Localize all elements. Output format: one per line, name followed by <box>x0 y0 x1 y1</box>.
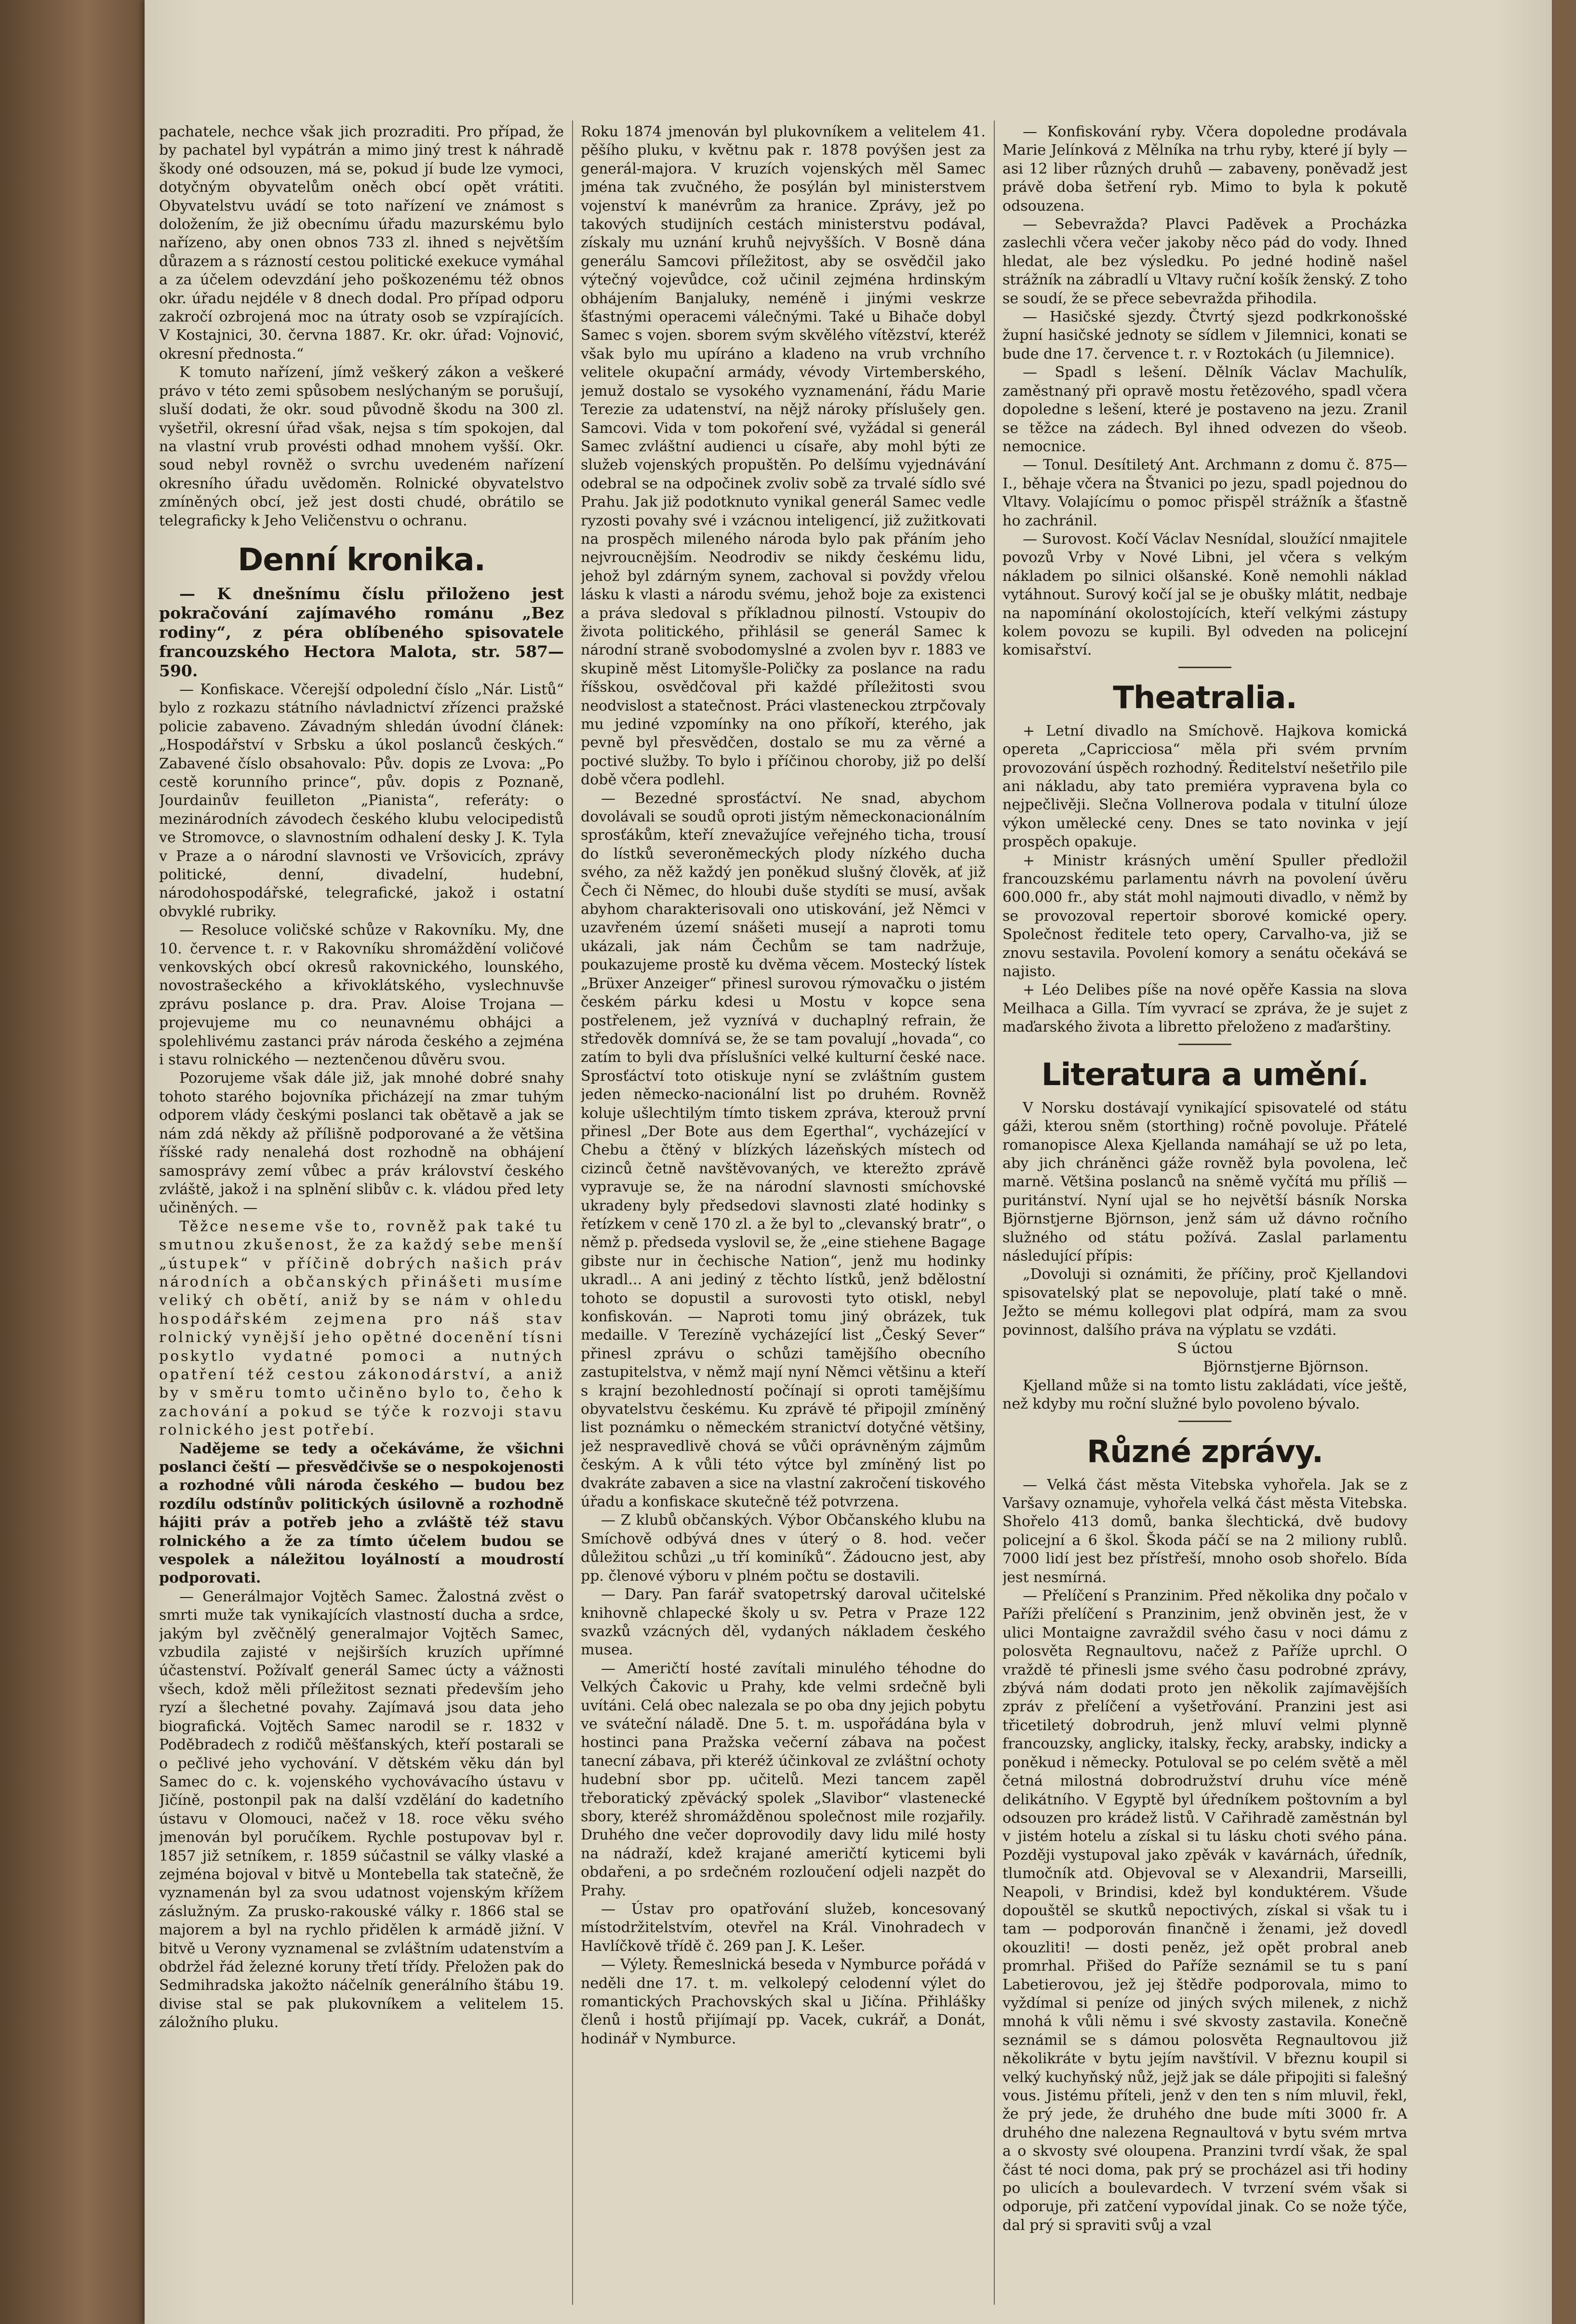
quoted-letter: „Dovoluji si oznámiti, že příčiny, proč Kjellandovi spisovatelský plat se nepovoluje, platí také o mně. Ježto se mému kollegovi plat odpírá, mam za svou povinnost, dalšího práva na výplatu se vzdáti. <box>1002 1266 1407 1339</box>
column-middle <box>581 123 986 2312</box>
separator-rule <box>1178 1044 1231 1045</box>
article-paragraph: Pozorujeme však dále již, jak mnohé dobré snahy tohoto starého bojovníka přicházejí na zmar tuhým odporem vlády českými poslanci tak obětavě a jak se nám zdá někdy až přílišně podporované a že většina říšské rady nenalehá dost rozhodně na obhájení samosprávy zemí vůbec a práv království českého zvláště, jakož i na splnění slibův c. k. vládou před lety učiněných. — <box>159 1070 564 1217</box>
news-item-spadl: — Spadl s lešení. Dělník Václav Machulík, zaměstnaný při opravě mostu řetězového, spadl včera dopoledne s lešení, které je postaveno na jezu. Zranil se těžce na zádech. Byl ihned odvezen do všeob. nemocnice. <box>1002 364 1407 455</box>
news-item-hasici: — Hasičské sjezdy. Čtvrtý sjezd podkrkonošské župní hasičské jednoty se sídlem v Jilemnici, konati se bude dne 17. července t. r. v Roztokách (u Jilemnice). <box>1002 309 1407 363</box>
article-paragraph: K tomuto nařízení, jímž veškerý zákon a veškeré právo v této zemi spůsobem neslýchaným se porušují, sluší dodati, že okr. soud původně škodu na 300 zl. vyšetřil, okresní úřad však, nejsa s tím spokojen, dal na vlastní vrub provésti odhad mnohem vyšší. Okr. soud nebyl rovněž o svrchu uvedeném nařízení okresního úřadu uvědoměn. Rolnické obyvatelstvo zmíněných obcí, jež jest dosti chudé, obrátilo se telegraficky k Jeho Veličenstvu o ochranu. <box>159 364 564 529</box>
article-paragraph: pachatele, nechce však jich prozraditi. Pro případ, že by pachatel byl vypátrán a mimo jiný trest k náhradě škody oné odsouzen, má se, pokud jí bude lze vymoci, dotyčným obyvatelům oněch obcí opět vrátiti. Obyvatelstvu uvádí se toto nařízení ve známost s doložením, že již obecnímu úřadu mazurskému bylo nařízeno, aby onen obnos 733 zl. ihned s největším důrazem a s rázností cestou politické exekuce vymáhal a za účelem odevzdání jeho poškozenému též obnos okr. úřadu nejdéle v 8 dnech dodal. Pro případ odporu zakročí ozbrojená moc na útraty osob se vzpírajících. V Kostajnici, 30. června 1887. Kr. okr. úřad: Vojnović, okresní přednosta.“ <box>159 123 564 363</box>
news-item-konfiskace: — Konfiskace. Včerejší odpolední číslo „Nár. Listů“ bylo z rozkazu státního návladnictví zřízenci pražské policie zabaveno. Závadným shledán úvodní článek: „Hospodářství v Srbsku a úkol poslanců českých.“ Zabavené číslo obsahovalo: Pův. dopis ze Lvova: „Po cestě korunního prince“, pův. dopis z Poznaně, Jourdainův feuilleton „Pianista“, referáty: o mezinárodních závodech českého klubu velocipedistů ve Stromovce, o slavnostním odhalení desky J. K. Tyla v Praze a o národní slavnosti ve Vršovicích, zprávy politické, denní, divadelní, hudební, národohospodářské, telegrafické, jakož i ostatní obvyklé rubriky. <box>159 681 564 920</box>
article-paragraph: Kjelland může si na tomto listu zakládati, více ještě, než kdyby mu roční služné bylo povoleno bývalo. <box>1002 1377 1407 1413</box>
news-item-resoluce: — Resoluce voličské schůze v Rakovníku. My, dne 10. července t. r. v Rakovníku shromáždění voličové venkovských obcí okresů rakovnického, lounského, novostrašeckého a křivoklátského, vyslechnuvše zprávu poslance p. dra. Prav. Aloise Trojana — projevujeme mu co neunavnému obhájci a spolehlivému zastanci práv národa českého a zejména i stavu rolnického — neztenčenou důvěru svou. <box>159 922 564 1069</box>
section-heading-denni-kronika: Denní kronika. <box>238 542 485 578</box>
separator-rule <box>1178 1421 1231 1422</box>
column-rule <box>572 121 573 2305</box>
news-item-delibes: + Léo Delibes píše na nové opěře Kassia na slova Meilhaca a Gilla. Tím vyvrací se zpráva, že je sujet z maďarského života a libretto přeloženo z maďarštiny. <box>1002 981 1407 1036</box>
news-item-vitebsk: — Velká část města Vitebska vyhořela. Jak se z Varšavy oznamuje, vyhořela velká část města Vitebska. Shořelo 413 domů, banka šlechtická, dvě budovy policejní a 6 škol. Škoda páčí se na 2 miliony rublů. 7000 lidí jest bez přístřeší, mnoho osob shořelo. Bída jest nesmírná. <box>1002 1476 1407 1586</box>
news-item-tonul: — Tonul. Desítiletý Ant. Archmann z domu č. 875—I., běhaje včera na Štvanici po jezu, spadl pojednou do Vltavy. Volajícímu o pomoc přispěl strážník a šťastně ho zachránil. <box>1002 457 1407 529</box>
article-paragraph-spaced: Těžce neseme vše to, rovněž pak také tu smutnou zkušenost, že za každý sebe menší „ústupek“ v příčině dobrých našich práv národních a občanských přinášeti musíme veliký ch obětí, aniž by se nám v ohledu hospodářském zejmena pro náš stav rolnický vynější jeho opětné docenění tísni poskytlo vydatné pomoci a nutných opatření též cestou zákonodárství, a aniž by v směru tomto učiněno bylo to, čeho k zachování a pokud se týče k rozvoji stavu rolnického jest potřebí. <box>159 1218 564 1439</box>
article-paragraph: Roku 1874 jmenován byl plukovníkem a velitelem 41. pěšího pluku, v květnu pak r. 1878 povýšen jest za generál-majora. V kruzích vojenských měl Samec jména tak zvučného, že posýlán byl ministerstvem vojenství k manévrům za hranice. Zprávy, jež po takových studijních cestách ministerstvu podával, získaly mu uznání kruhů nejvyšších. V Bosně dána generálu Samcovi příležitost, aby se osvědčil jako výtečný vojevůdce, což učinil zejména hrdinským obhájením Banjaluky, neméně i jinými veskrze šťastnými operacemi válečnými. Také u Bihače dobyl Samec s vojen. sborem svým skvělého vítězství, kteréž však bylo mu upíráno a kladeno na vrub vrchního velitele okupační armády, vévody Virtemberského, jemuž dostalo se vysokého vyznamenání, řádu Marie Terezie za udatenství, na nějž nároky příslušely gen. Samcovi. Vida v tom pokoření své, vyžádal si generál Samec zvláštní audienci u císaře, aby mohl býti ze služeb vojenských propuštěn. Po delšímu vyjednávání odebral se na odpočinek zvoliv sobě za trvalé sídlo své Prahu. Jak již podotknuto vynikal generál Samec vedle ryzosti povahy své i vzácnou inteligencí, již zužitkovati na prospěch mileného národa bylo pak přáním jeho nejvroucnějším. Neodrodiv se nikdy českému lidu, jehož byl zdárným synem, zachoval si povždy vřelou lásku k vlasti a národu svému, jehož boje za existenci a práva sledoval s příkladnou pilností. Vstoupiv do života politického, přihlásil se generál Samec k národní straně svobodomyslné a zvolen byv r. 1883 ve skupině měst Litomyšle-Poličky za poslance na radu říšskou, osvědčoval při každé příležitosti svou neodvislost a statečnost. Práci vlasteneckou ztrpčovaly mu jediné vzpomínky na ono příkoří, kterého, jak pevně byl přesvědčen, dostalo se mu za věrné a poctivé služby. To bylo i příčinou choroby, již po delší době včera podlehl. <box>581 123 986 789</box>
book-spine <box>0 0 145 2324</box>
column-left <box>159 123 564 2312</box>
news-item-ministr: + Ministr krásných umění Spuller předložil francouzskému parlamentu návrh na povolení úvěru 600.000 fr., aby stát mohl najmouti divadlo, v němž by se provozoval repertoir sborové komické opery. Společnost ředitele teto opery, Carvalho-va, již se znovu sestavila. Povolení komory a senátu očekává se najisto. <box>1002 852 1407 981</box>
letter-closing: S úctou <box>1177 1340 1233 1357</box>
news-item-ustav: — Ústav pro opatřování služeb, koncesovaný místodržitelstvím, otevřel na Král. Vinohradech v Havlíčkově třídě č. 269 pan J. K. Lešer. <box>581 1901 986 1955</box>
news-item-generalmajor-samec: — Generálmajor Vojtěch Samec. Žalostná zvěst o smrti muže tak vynikajících vlastností ducha a srdce, jakým byl zvěčnělý generalmajor Vojtěch Samec, vzbudila zajisté v nejširších kruzích upřímné účastenství. Požívalť generál Samec úcty a vážnosti všech, kdož měli příležitost seznati především jeho ryzí a šlechetné povahy. Zajímavá jsou data jeho biografická. Vojtěch Samec narodil se r. 1832 v Poděbradech z rodičů měšťanských, kteří postarali se o pečlivé jeho vychování. V dětském věku dán byl Samec do c. k. vojenského vychovávacího ústavu v Jičíně, postonpil pak na další vzdělání do kadetního ústavu v Olomouci, načež v 18. roce věku svého jmenován byl poručíkem. Rychle postupovav byl r. 1857 již setníkem, r. 1859 súčastnil se války vlaské a zejména bojoval v bitvě u Montebella tak statečně, že vyznamenán byl za svou udatnost vojenským křížem záslužným. Za prusko-rakouské války r. 1866 stal se majorem a byl na rychlo přidělen k armádě jižní. V bitvě u Verony vyznamenal se zvláštním udatenstvím a obdržel řád železné koruny třetí třídy. Přeložen pak do Sedmihradska jakožto náčelník generálního štábu 19. divise stal se pak plukovníkem a velitelem 15. záložního pluku. <box>159 1588 564 2031</box>
column-rule <box>994 121 995 2305</box>
letter-signature: Björnstjerne Björnson. <box>1203 1358 1369 1376</box>
news-item-sebevrazda: — Sebevražda? Plavci Paděvek a Procházka zaslechli včera večer jakoby něco pád do vody. Ihned hledat, ale bez výsledku. Po jedné hodině našel strážník na zábradlí u Vltavy ruční košík ženský. Z toho se soudí, že se přece sebevražda přihodila. <box>1002 216 1407 307</box>
article-paragraph: V Norsku dostávají vynikající spisovatelé od státu gáži, kterou sněm (storthing) ročně povoluje. Přátelé romanopisce Alexa Kjellanda namáhají se už po leta, aby jich chráněnci gáže rovněž byla povolena, leč marně. Většina poslanců na sněmě vyčítá mu příliš — puritánství. Nyní ujal se ho největší básník Norska Björnstjerne Björnson, jenž sám už dávno ročního služného od státu požívá. Zaslal parlamentu následující přípis: <box>1002 1099 1407 1264</box>
news-item-americti-hoste: — Američtí hosté zavítali minulého téhodne do Velkých Čakovic u Prahy, kde velmi srdečně byli uvítáni. Celá obec nalezala se po oba dny jejich pobytu ve sváteční náladě. Dne 5. t. m. uspořádána byla v hostinci pana Pražska večerní zábava na počest tanecní zábava, při kteréž účinkoval ze zvláštní ochoty hudební sbor pp. učitelů. Mezi tancem zapěl třeboratický zpěvácký spolek „Slavibor“ vlastenecké sbory, kteréž shromážděnou společnost mile rozjařily. Druhého dne večer doprovodily davy lidu milé hosty na nádraží, kdež krajané američtí kyticemi byli obdařeni, a po srdečném rozloučení odjeli nazpět do Prahy. <box>581 1660 986 1899</box>
news-item-vylety: — Výlety. Řemeslnická beseda v Nymburce pořádá v neděli dne 17. t. m. velkolepý celodenní výlet do romantických Prachovských skal u Jičína. Přihlášky členů i hostů přijímají pp. Vacek, cukrář, a Donát, hodinář v Nymburce. <box>581 1956 986 2047</box>
news-item-ryby: — Konfiskování ryby. Včera dopoledne prodávala Marie Jelínková z Mělníka na trhu ryby, které jí byly — asi 12 liber různých druhů — zabaveny, poněvadž jest právě doba šetření ryb. Mimo to byla k pokutě odsouzena. <box>1002 123 1407 215</box>
column-right <box>1002 123 1407 2312</box>
section-heading-theatralia: Theatralia. <box>1113 680 1297 716</box>
news-item-pranzini: — Přelíčení s Pranzinim. Před několika dny počalo v Paříži přelíčení s Pranzinim, jenž obviněn jest, že v ulici Montaigne zavraždil svého času v noci dámu z polosvěta Regnaultovu, načež z Paříže uprchl. O vraždě té přinesli jsme svého času podrobné zprávy, zbývá nám dodati proto jen několik zajímavějších zpráv z přelíčení a vyšetřování. Pranzini jest asi třicetiletý dobrodruh, jenž mluví velmi plynně francouzsky, anglicky, italsky, řecky, arabsky, indicky a poněkud i německy. Potuloval se po celém světě a měl četná milostná dobrodružství druhu více méně delikátního. V Egyptě byl úředníkem poštovním a byl odsouzen pro krádež listů. V Cařihradě zaměstnán byl v jistém hotelu a získal si tu lásku choti svého pána. Později vystupoval jako zpěvák v kavárnách, úředník, tlumočník atd. Objevoval se v Alexandrii, Marseilli, Neapoli, v Brindisi, kdež byl konduktérem. Všude dopouštěl se skutků nepoctivých, získal si však tu i tam — podporován finančně i ženami, jež dovedl okouzliti! — dosti peněz, jež opět probral aneb promrhal. Přišed do Paříže seznámil se tu s paní Labetierovou, jež jej štědře podporovala, mimo to vyždímal si peníze od jiných svých milenek, z nichž mnohá k vůli němu i své skvosty zastavila. Konečně seznámil se s dámou polosvěta Regnaultovou již několikráte v bytu jejím navštívil. V březnu koupil si velký kuchyňský nůž, jejž jak se dále připojiti si falešný vous. Jistému příteli, jenž v den ten s ním mluvil, řekl, že prý jede, že druhého dne bude míti 3000 fr. A druhého dne nalezena Regnaultová v bytu svém mrtva a o skvosty své oloupena. Pranzini tvrdí však, že spal část té noci doma, pak prý se procházel asi tři hodiny po ulicích a boulevardech. V tvrzení svém však si odporuje, při zatčení vypovídal jinak. Co se nože týče, dal prý si spraviti svůj a vzal <box>1002 1587 1407 2234</box>
news-item-dary: — Dary. Pan farář svatopetrský daroval učitelské knihovně chlapecké školy u sv. Petra v Praze 122 svazků vzácných děl, vydaných nákladem českého musea. <box>581 1586 986 1659</box>
article-paragraph-bold: Nadějeme se tedy a očekáváme, že všichni poslanci čeští — přesvědčivše se o nespokojenosti a rozhodné vůli národa českého — budou bez rozdílu odstínův politických úsilovně a rozhodně hájiti práv a potřeb jeho a zvláště též stavu rolnického a že za tímto účelem budou se vespolek a náležitou loyálností a moudrostí podporovati. <box>159 1440 564 1587</box>
lead-notice: — K dnešnímu číslu přiloženo jest pokračování zajímavého románu „Bez rodiny“, z péra oblíbeného spisovatele francouzského Hectora Malota, str. 587—590. <box>159 584 564 680</box>
news-item-kluby: — Z klubů občanských. Výbor Občanského klubu na Smíchově odbývá dnes v úterý o 8. hod. večer důležitou schůzi „u tří kominíků“. Žádoucno jest, aby pp. členové výboru v plném počtu se dostavili. <box>581 1512 986 1585</box>
section-heading-literatura: Literatura a umění. <box>1041 1057 1369 1093</box>
news-item-surovost: — Surovost. Kočí Václav Nesnídal, sloužící nmajitele povozů Vrby v Nové Libni, jel včera s velkým nákladem po silnici olšanské. Koně nemohli náklad vytáhnout. Surový kočí jal se je obušky mlátit, nedbaje na napomínání okolostojících, kteří velkými zástupy kolem povozu se kupili. Byl odveden na policejní komisařství. <box>1002 530 1407 659</box>
section-heading-ruzne-zpravy: Různé zprávy. <box>1086 1434 1323 1470</box>
separator-rule <box>1178 667 1231 668</box>
news-item-letni-divadlo: + Letní divadlo na Smíchově. Hajkova komická opereta „Capricciosa“ měla při svém prvním provozování úspěch rozhodný. Ředitelství nešetřilo pile ani nákladu, aby tato premiéra vypravena byla co nejpečlivěji. Slečna Vollnerova podala v titulní úloze výkon umělecké ceny. Dnes se tato novinka v její prospěch opakuje. <box>1002 722 1407 851</box>
news-item-sprostactvi: — Bezedné sprosťáctví. Ne snad, abychom dovolávali se soudů oproti jistým německonacionálním sprosťákům, kteří znevažujíce veřejného ticha, trousí do lístků severoněmeckých plody nízkého ducha svého, za něž každý jen poněkud slušný člověk, ať již Čech či Němec, do hloubi duše stydíti se musí, avšak abyhom charakterisovali ono utiskování, jež Němci v uzavřeném území snášeti musejí a naproti tomu ukázali, jak nám Čechům se tam nadržuje, poukazujeme prostě ku dvěma věcem. Mostecký lístek „Brüxer Anzeiger“ přinesl surovou rýmovačku o jistém českém párku kdesi u Mostu v kopce sena postřelenem, jež vyznívá v duchaplný refrain, že středověk domnívá se, že se tam povalují „hovada“, co zatím to byli dva příslušníci velké kulturní české nace. Sprosťáctví toto otiskuje nyní se zvláštním gustem jeden německo-nacionální list po druhém. Rovněž koluje ušlechtilým tímto tiskem zpráva, kterouž první přinesl „Der Bote aus dem Egerthal“, vycházející v Chebu a čtěný v blízkých lázeňských místech od cizinců četně navštěvovaných, ve kterežto zprávě vypravuje se, že na národní slavnosti smíchovské ukradeny byly předsedovi slavnosti zlaté hodinky s řetízkem v ceně 170 zl. a že byl to „clevanský bratr“, o němž p. předseda vyslovil se, že „eine stiehene Bagage gibste nur in čechische Nation“, jenž mu hodinky ukradl... A ani jediný z těchto lístků, jenž bdělostní tohoto se dopustil a surovosti tyto otiskl, nebyl konfiskován. — Naproti tomu jiný obrázek, tuk medaille. V Terezíně vycházející list „Český Sever“ přinesl zprávu o schůzi tamějšího obecního zastupitelstva, v němž mají nyní Němci většinu a kteří s krajní bezohledností počínají si oproti tamějšímu obyvatelstvu českému. Ku zprávě té připojil zmíněný list poznámku o německém stranictví dotyčné většiny, jež nespravedlivě chová se vůči oprávněným zájmům českým. A k vůli této výtce byl zmíněný list po dvakráte zabaven a sice na vlastní zakročení tiskového úřadu a konfiskace skutečně též potvrzena. <box>581 790 986 1511</box>
